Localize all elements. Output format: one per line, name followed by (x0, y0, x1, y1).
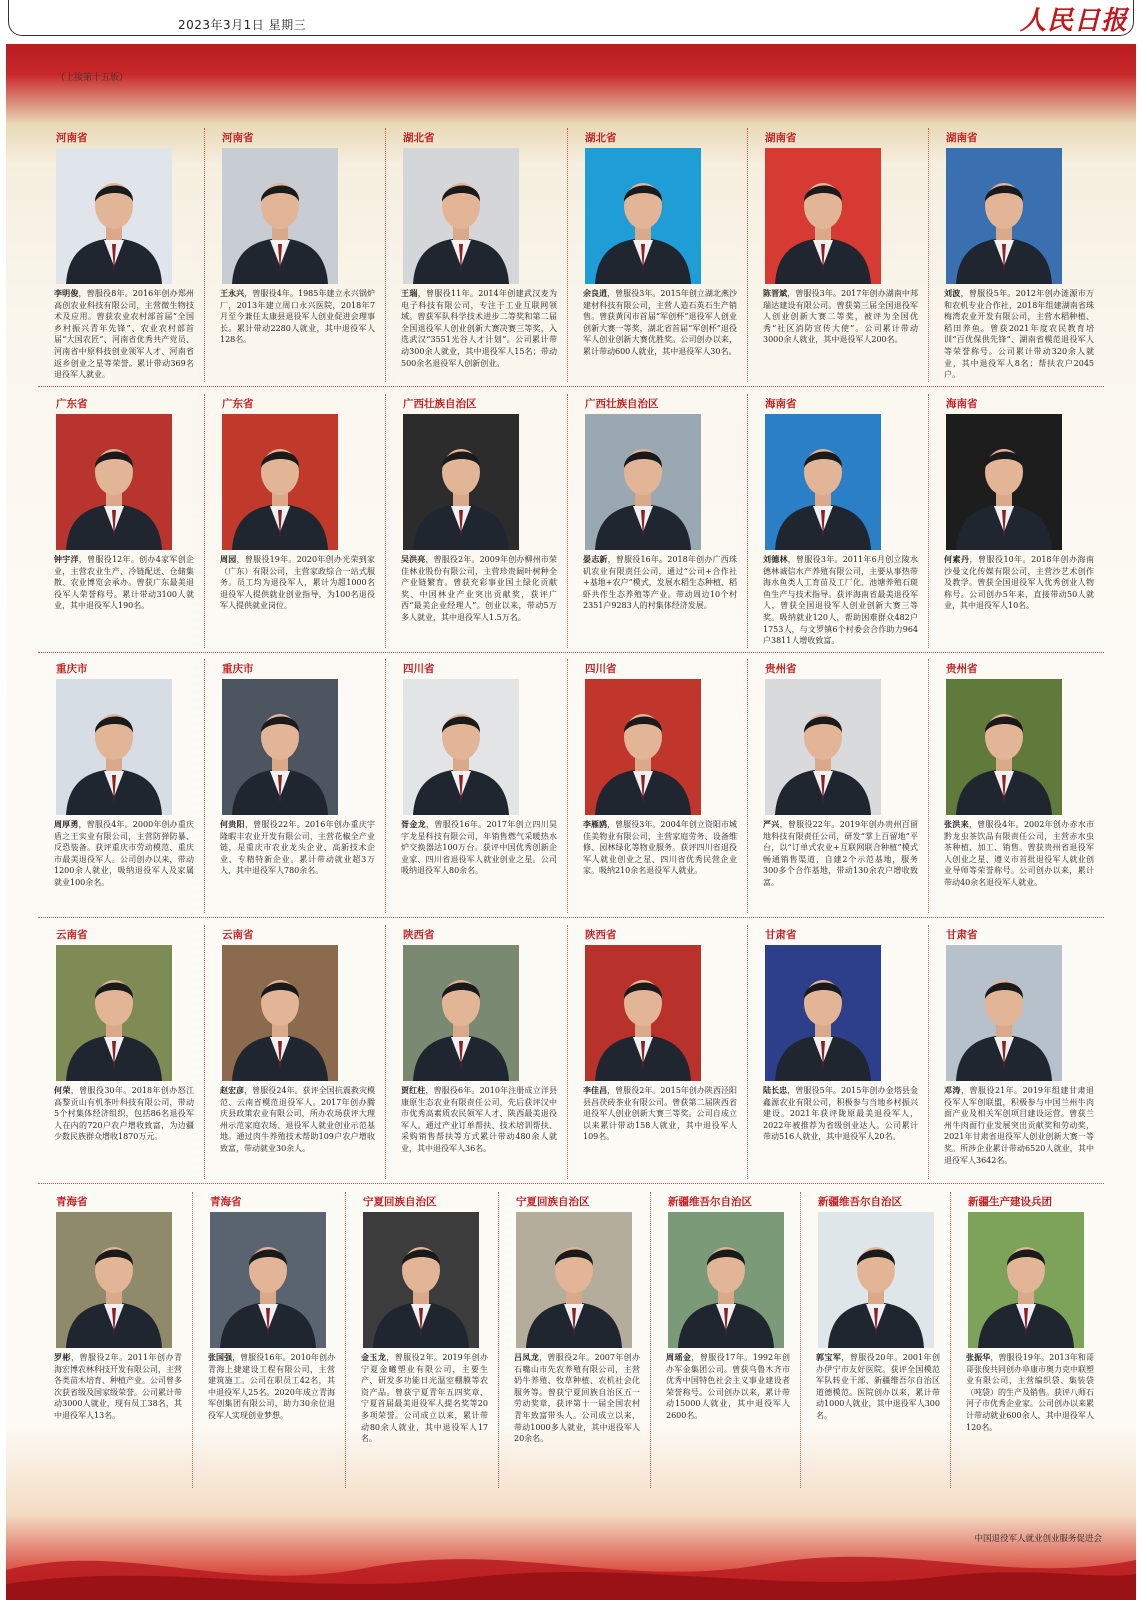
bio-text: ，曾服役4年。1985年建立永兴锅炉厂，2013年建立周口永兴医院，2018年7月至今兼任太康县退役军人创业促进会理事长。累计带动2280人就业，其中退役军人128名。 (220, 289, 376, 345)
profile-card (747, 124, 928, 386)
profile-card (38, 1188, 192, 1488)
profile-card (38, 390, 204, 652)
province-label: 湖北省 (585, 132, 617, 144)
column-divider (928, 659, 929, 913)
province-label: 重庆市 (56, 663, 88, 675)
person-name: 金玉龙 (361, 1353, 387, 1362)
page-header (0, 0, 1142, 40)
row-divider (38, 652, 1104, 653)
bio-text: ，曾服役17年。1992年创办军金集团公司。曾获乌鲁木齐市优秀中国特色社会主义事业建设者荣誉称号。公司创办以来，累计带动15000人就业，其中退役军人2600名。 (666, 1353, 791, 1420)
bio-text: ，曾服役22年。2019年创办贵州百留地科技有限责任公司，研发“掌上百留地”平台，以“订单式农业+互联网联合种植”模式畅通销售渠道，自建2个示范基地，服务300多个合作基地，带动130余农户增收致富。 (763, 820, 918, 887)
portrait-photo (765, 679, 881, 815)
person-name: 赵宏彦 (220, 1086, 245, 1095)
portrait-photo (946, 414, 1062, 550)
column-divider (950, 1192, 951, 1488)
profile-card (928, 124, 1104, 386)
profile-bio (763, 288, 918, 346)
province-label: 云南省 (56, 929, 88, 941)
bio-text: ，曾服役2年。2011年创办青海宏博农林科技开发有限公司，主营各类苗木培育、种植产业。公司曾多次获省级及国家级荣誉。公司累计带动3000人就业，现有员工38名，其中退役军人13名。 (54, 1353, 183, 1420)
profile-bio (220, 819, 375, 877)
bio-text: ，曾服役4年。2000年创办重庆盾之王实业有限公司，主营防弹防暴、反恐装备。获评重庆市劳动模范、重庆市最美退役军人。公司创办以来，带动1200余人就业，吸纳退役军人及家属就业100余名。 (54, 820, 195, 887)
bio-text: ，曾服役3年。2017年创办湖南中邦瑞达建设有限公司。曾获第三届全国退役军人创业创新大赛二等奖，被评为全国优秀“社区消防宣传大使”。公司累计带动3000余人就业，其中退役军人200名。 (763, 289, 919, 345)
province-label: 湖南省 (946, 132, 978, 144)
profile-bio (966, 1352, 1094, 1433)
column-divider (498, 1192, 499, 1488)
newspaper-logo: 人民日报 (1019, 6, 1128, 36)
profile-card (928, 921, 1104, 1183)
bio-text: ，曾服役20年。2001年创办伊宁市友好医院。获评全国模范军队转业干部、新疆维吾尔自治区道德模范。医院创办以来，累计带动1000人就业，其中退役军人300名。 (816, 1353, 941, 1420)
portrait-photo (818, 1212, 934, 1348)
person-name: 钟宇洋 (54, 555, 79, 564)
portrait-frame (668, 1212, 784, 1348)
profile-bio (54, 819, 194, 889)
profile-card (567, 655, 747, 917)
profile-card (38, 124, 204, 386)
profile-card (800, 1188, 950, 1488)
person-name: 贾红柱 (401, 1086, 426, 1095)
province-label: 河南省 (56, 132, 88, 144)
person-name: 余良逍 (583, 289, 608, 298)
person-name: 刘德林 (763, 555, 788, 564)
bio-text: ，曾服役30年。2018年创办怒江高黎贡山有机茶叶科技有限公司，带动5个村集体经济组织，包括86名退役军人在内的720户农户增收致富，为边疆少数民族群众增收1870万元。 (54, 1086, 194, 1142)
profile-bio (401, 288, 557, 369)
portrait-photo (585, 148, 701, 284)
portrait-photo (403, 945, 519, 1081)
portrait-frame (56, 414, 172, 550)
column-divider (747, 394, 748, 648)
portrait-frame (585, 148, 701, 284)
province-label: 广西壮族自治区 (585, 398, 659, 410)
person-name: 周瑶金 (666, 1353, 692, 1362)
province-label: 甘肃省 (946, 929, 978, 941)
portrait-frame (56, 945, 172, 1081)
profile-bio (401, 819, 557, 877)
portrait-frame (222, 414, 338, 550)
profile-card (204, 124, 385, 386)
province-label: 湖南省 (765, 132, 797, 144)
portrait-frame (765, 414, 881, 550)
bio-text: ，曾服役4年。2002年创办赤水市黔龙虫茶饮品有限责任公司，主营赤水虫茶种植、加工、销售。曾获贵州省退役军人创业之星、遵义市首批退役军人就业创业导师等荣誉称号。公司创办以来，累计带动40余名退役军人就业。 (944, 820, 1095, 887)
portrait-frame (946, 414, 1062, 550)
person-name: 刘波 (944, 289, 961, 298)
province-label: 贵州省 (946, 663, 978, 675)
portrait-photo (56, 679, 172, 815)
portrait-frame (765, 679, 881, 815)
profile-card (385, 390, 567, 652)
portrait-photo (222, 679, 338, 815)
profile-bio (666, 1352, 790, 1422)
person-name: 晏志新 (583, 555, 608, 564)
portrait-frame (765, 148, 881, 284)
portrait-photo (946, 679, 1062, 815)
portrait-photo (585, 945, 701, 1081)
bio-text: ，曾服役16年。2010年创办青海上捷建设工程有限公司，主营建筑施工。公司在职员工42名，其中退役军人25名。2020年成立青海军创集团有限公司，助力30余位退役军人实现创业梦想。 (208, 1353, 335, 1420)
province-label: 重庆市 (222, 663, 254, 675)
column-divider (192, 1192, 193, 1488)
bottom-wave-decoration (6, 1540, 1136, 1600)
profile-card (204, 390, 385, 652)
issue-date: 2023年3月1日 星期三 (178, 18, 307, 32)
portrait-frame (585, 414, 701, 550)
person-name: 李佳昌 (583, 1086, 608, 1095)
portrait-frame (222, 679, 338, 815)
profile-bio (361, 1352, 488, 1445)
portrait-photo (403, 679, 519, 815)
profile-card (385, 655, 567, 917)
portrait-frame (946, 148, 1062, 284)
column-divider (385, 659, 386, 913)
profile-card (204, 921, 385, 1183)
bio-text: ，曾服役12年。创办4家军创企业，主营农业生产、冷链配送、仓储集散、农业博览会承办。曾获广东最美退役军人荣誉称号。累计带动3100人就业，其中退役军人190名。 (54, 555, 194, 611)
portrait-photo (222, 945, 338, 1081)
portrait-photo (403, 414, 519, 550)
portrait-frame (516, 1212, 632, 1348)
profile-bio (401, 1085, 557, 1155)
column-divider (747, 659, 748, 913)
province-label: 青海省 (56, 1196, 88, 1208)
portrait-photo (765, 148, 881, 284)
profile-card (950, 1188, 1104, 1488)
portrait-frame (946, 945, 1062, 1081)
person-name: 张洪来 (944, 820, 969, 829)
profile-bio (54, 1352, 182, 1422)
column-divider (567, 925, 568, 1179)
row-divider (38, 386, 1104, 387)
province-label: 河南省 (222, 132, 254, 144)
profile-bio (208, 1352, 335, 1422)
portrait-photo (585, 414, 701, 550)
portrait-frame (56, 1212, 172, 1348)
portrait-frame (968, 1212, 1084, 1348)
portrait-frame (765, 945, 881, 1081)
profile-bio (220, 288, 375, 346)
bio-text: ，曾服役16年。2018年创办广西珠矶农业有限责任公司，通过“公司+合作社+基地+农户”模式，发展水稻生态种植、稻虾共作生态养殖等产业。带动周边10个村2351户9283人的村集体经济发展。 (583, 555, 737, 611)
person-name: 张国强 (208, 1353, 233, 1362)
profile-bio (763, 819, 918, 889)
bio-text: ，曾服役8年。2016年创办郑州高创农业科技有限公司，主营微生物技术及应用。曾获农业农村部首届“全国乡村振兴青年先锋”、农业农村部首届“大国农匠”、河南省优秀共产党员、河南省中原科技创业领军人才、河南省返乡创业之星等荣誉。累计带动369名退役军人就业。 (54, 289, 195, 380)
profile-bio (583, 288, 737, 358)
person-name: 胥金龙 (401, 820, 427, 829)
person-name: 吕凤龙 (514, 1353, 540, 1362)
bio-text: ，曾服役6年。2010年注册成立洋县康原生态农业有限责任公司，先后获评汉中市优秀高素质农民领军人才、陕西最美退役军人。通过产业订单帮扶、技术培训帮扶、采购销售帮扶等方式累计带动480余人就业，其中退役军人36名。 (401, 1086, 557, 1153)
portrait-photo (516, 1212, 632, 1348)
column-divider (928, 394, 929, 648)
portrait-frame (585, 945, 701, 1081)
bio-text: ，曾服役11年。2014年创建武汉麦为电子科技有限公司，专注于工业互联网领域。曾获军队科学技术进步二等奖和第二届全国退役军人创业创新大赛决赛三等奖，入选武汉“3551光谷人才计划”。公司累计带动300余人就业，其中退役军人15名；带动500余名退役军人创新创业。 (401, 289, 557, 368)
column-divider (385, 925, 386, 1179)
province-label: 青海省 (210, 1196, 242, 1208)
column-divider (747, 128, 748, 382)
person-name: 李雁鸥 (583, 820, 608, 829)
column-divider (345, 1192, 346, 1488)
profile-bio (583, 554, 737, 612)
province-label: 新疆维吾尔自治区 (668, 1196, 752, 1208)
province-label: 陕西省 (403, 929, 435, 941)
bio-text: ，曾服役19年。2013年和哥哥张俊共同创办阜康市奥力克中联塑业有限公司，主营编织袋、集装袋（吨袋）的生产及销售。获评八师石河子市优秀企业家。公司创办以来累计带动就业600余人，其中退役军人120名。 (966, 1353, 1094, 1432)
portrait-frame (818, 1212, 934, 1348)
province-label: 广东省 (222, 398, 254, 410)
person-name: 严兴 (763, 820, 780, 829)
province-label: 广西壮族自治区 (403, 398, 477, 410)
profile-bio (816, 1352, 940, 1422)
profile-card (747, 921, 928, 1183)
profile-card (567, 921, 747, 1183)
portrait-frame (946, 679, 1062, 815)
portrait-photo (946, 945, 1062, 1081)
portrait-frame (222, 148, 338, 284)
portrait-frame (403, 414, 519, 550)
profile-card (38, 655, 204, 917)
profile-card (498, 1188, 650, 1488)
bio-text: ，曾服役24年。获评全国抗震救灾模范、云南省模范退役军人。2017年创办腾庆县政策农业有限公司，所办农场获评大理州示范家庭农场、退役军人就业创业示范基地。通过肉牛养殖技术帮助109户农户增收致富，带动就业30余人。 (220, 1086, 375, 1153)
profile-bio (763, 554, 918, 647)
person-name: 李明俊 (54, 289, 79, 298)
portrait-photo (222, 414, 338, 550)
profile-bio (54, 288, 194, 381)
column-divider (928, 925, 929, 1179)
province-label: 云南省 (222, 929, 254, 941)
province-label: 新疆生产建设兵团 (968, 1196, 1052, 1208)
profile-bio (583, 1085, 737, 1143)
bio-text: ，曾服役3年。2004年创立资阳市城佳美物业有限公司，主营家庭劳务、设备维修、园林绿化等物业服务。获评四川省退役军人就业创业之星、四川省优秀民营企业家。吸纳210余名退役军人就业。 (583, 820, 738, 876)
column-divider (747, 925, 748, 1179)
profile-bio (220, 554, 375, 612)
portrait-photo (403, 148, 519, 284)
portrait-photo (968, 1212, 1084, 1348)
column-divider (204, 394, 205, 648)
header-frame (8, 0, 1134, 36)
bio-text: ，曾服役2年。2007年创办石嘴山市先农养殖有限公司，主营奶牛养殖、牧草种植、农机社会化服务等。曾获宁夏回族自治区五一劳动奖章，获评第十一届全国农村青年致富带头人。公司成立以来，带动1000多人就业，其中退役军人20余名。 (514, 1353, 641, 1444)
person-name: 王永兴 (220, 289, 245, 298)
bio-text: ，曾服役5年。2015年创办金塔县金鑫源农业有限公司，积极参与当地乡村振兴建设。2021年获评陇原最美退役军人，2022年被推荐为省级创业达人。公司累计带动516人就业，其中退役军人20名。 (763, 1086, 919, 1142)
bio-text: ，曾服役16年。2017年创立四川昊宇龙星科技有限公司，年销售燃气采暖热水炉交换器达100万台。获评中国优秀创新企业家、四川省退役军人就业创业之星。公司吸纳退役军人80余名。 (401, 820, 557, 876)
bio-text: ，曾服役2年。2009年创办柳州市荣佳林业股份有限公司，主营珍贵阔叶树种全产业链繁育。曾获充彩事业国土绿化贡献奖、中国林业产业突出贡献奖，获评广西“最美企业经理人”。创业以来，带动5万多人就业，其中退役军人1.5万名。 (401, 555, 557, 622)
person-name: 张振华 (966, 1353, 991, 1362)
profile-card (567, 390, 747, 652)
profile-bio (944, 819, 1094, 889)
person-name: 何贵阳 (220, 820, 245, 829)
portrait-frame (363, 1212, 479, 1348)
province-label: 广东省 (56, 398, 88, 410)
profile-card (567, 124, 747, 386)
column-divider (385, 394, 386, 648)
portrait-photo (56, 945, 172, 1081)
bio-text: ，曾服役2年。2019年创办宁夏金曦塑业有限公司，主要生产、研发多功能日光温室棚膜等农资产品。曾获宁夏青年五四奖章、宁夏首届最美退役军人提名奖等20多项荣誉。公司成立以来，累计带动80余人就业，其中退役军人17名。 (361, 1353, 488, 1444)
province-label: 宁夏回族自治区 (516, 1196, 590, 1208)
profile-card (204, 655, 385, 917)
profile-bio (944, 554, 1094, 612)
portrait-photo (56, 1212, 172, 1348)
person-name: 周厚勇 (54, 820, 79, 829)
person-name: 何素丹 (944, 555, 970, 564)
profile-bio (583, 819, 737, 877)
portrait-frame (222, 945, 338, 1081)
portrait-photo (363, 1212, 479, 1348)
column-divider (650, 1192, 651, 1488)
portrait-photo (585, 679, 701, 815)
portrait-photo (765, 945, 881, 1081)
column-divider (204, 925, 205, 1179)
profile-card (747, 390, 928, 652)
province-label: 湖北省 (403, 132, 435, 144)
column-divider (800, 1192, 801, 1488)
province-label: 海南省 (765, 398, 797, 410)
bio-text: ，曾服役5年。2012年创办涟源市万和农机专业合作社，2018年组建湖南省珠梅湾农业开发有限公司，主营水稻种植、稻田养鱼。曾获2021年度农民教育培训“百优保供先锋”、湖南省模范退役军人等荣誉称号。公司累计带动320余人就业，其中退役军人8名；帮扶农户2045户。 (944, 289, 1095, 380)
profile-bio (763, 1085, 918, 1143)
portrait-frame (585, 679, 701, 815)
portrait-photo (765, 414, 881, 550)
person-name: 何荣 (54, 1086, 71, 1095)
bio-text: ，曾服役22年。2016年创办重庆宇隆暇丰农业开发有限公司，主营花椒全产业链，是重庆市农业龙头企业、高新技术企业、专精特新企业。累计带动就业超3万人，其中退役军人780余名。 (220, 820, 375, 876)
profile-bio (944, 288, 1094, 381)
publisher-org: 中国退役军人就业创业服务促进会 (974, 1534, 1102, 1544)
profile-card (650, 1188, 800, 1488)
person-name: 王瑞 (401, 289, 418, 298)
profile-bio (54, 1085, 194, 1143)
column-divider (204, 659, 205, 913)
profile-card (385, 921, 567, 1183)
profile-card (928, 390, 1104, 652)
province-label: 甘肃省 (765, 929, 797, 941)
profile-bio (514, 1352, 640, 1445)
column-divider (928, 128, 929, 382)
row-divider (38, 1183, 1104, 1184)
person-name: 周园 (220, 555, 237, 564)
portrait-photo (56, 148, 172, 284)
portrait-photo (946, 148, 1062, 284)
person-name: 吴洪亮 (401, 555, 426, 564)
profile-card (928, 655, 1104, 917)
profile-bio (54, 554, 194, 612)
person-name: 罗彬 (54, 1353, 72, 1362)
person-name: 陆长忠 (763, 1086, 788, 1095)
portrait-photo (210, 1212, 326, 1348)
column-divider (567, 659, 568, 913)
portrait-frame (403, 148, 519, 284)
province-label: 贵州省 (765, 663, 797, 675)
province-label: 四川省 (403, 663, 435, 675)
profile-card (38, 921, 204, 1183)
column-divider (385, 128, 386, 382)
portrait-frame (56, 679, 172, 815)
continued-note: （上接第十五版） (56, 73, 129, 83)
portrait-frame (56, 148, 172, 284)
person-name: 陈晋斌 (763, 289, 788, 298)
column-divider (204, 128, 205, 382)
person-name: 邓涛 (944, 1086, 961, 1095)
bio-text: ，曾服役10年。2018年创办海南沙曼文化传媒有限公司，主营沙艺术创作及教学。曾获全国退役军人优秀创业人物称号。公司创办5年来，直接带动50人就业，其中退役军人10名。 (944, 555, 1095, 611)
portrait-frame (403, 945, 519, 1081)
profile-bio (401, 554, 557, 624)
bio-text: ，曾服役19年。2020年创办光荣到家（广东）有限公司，主营家政综合一站式服务。员工均为退役军人，累计为超1000名退役军人提供就业创业指导，为100名退役军人提供就业岗位。 (220, 555, 375, 611)
person-name: 郭宝军 (816, 1353, 842, 1362)
column-divider (567, 394, 568, 648)
province-label: 海南省 (946, 398, 978, 410)
province-label: 宁夏回族自治区 (363, 1196, 437, 1208)
portrait-photo (668, 1212, 784, 1348)
profile-card (192, 1188, 345, 1488)
bio-text: ，曾服役3年。2015年创立湖北燕沙建材科技有限公司，主营人造石英石生产销售。曾获黄冈市首届“军创杯”退役军人创业创新大赛一等奖，湖北省首届“军创杯”退役军人创业创新大赛优胜奖。公司创办以来，累计带动600人就业，其中退役军人30名。 (583, 289, 738, 356)
row-divider (38, 917, 1104, 918)
profile-card (385, 124, 567, 386)
portrait-photo (222, 148, 338, 284)
portrait-photo (56, 414, 172, 550)
bio-text: ，曾服役3年。2011年6月创立陵水德林诚信水产养殖有限公司，主要从事热带海水鱼类人工育苗及工厂化、池塘养殖石斑鱼生产与技术指导。获评海南省最美退役军人，曾获全国退役军人创业创新大赛三等奖。吸纳就业120人，帮助困难群众482户1753人，与文罗镇6个村委会合作助力964户3811人增收致富。 (763, 555, 919, 646)
province-label: 四川省 (585, 663, 617, 675)
province-label: 新疆维吾尔自治区 (818, 1196, 902, 1208)
province-label: 陕西省 (585, 929, 617, 941)
column-divider (567, 128, 568, 382)
profile-bio (220, 1085, 375, 1155)
portrait-frame (403, 679, 519, 815)
profile-bio (944, 1085, 1094, 1166)
portrait-frame (210, 1212, 326, 1348)
bio-text: ，曾服役2年。2015年创办陕西泾阳县昌茯砖茶业有限公司。曾获第二届陕西省退役军人创业创新大赛三等奖。公司自成立以来累计带动158人就业，其中退役军人109名。 (583, 1086, 738, 1142)
profile-card (345, 1188, 498, 1488)
bio-text: ，曾服役21年。2019年组建甘肃退役军人军创联盟，积极参与中国兰州牛肉面产业及相关军创项目建设运营。曾获兰州牛肉面行业发展突出贡献奖和劳动奖，2021年甘肃省退役军人创业创新大赛一等奖。所涉企业累计带动6520人就业，其中退役军人3642名。 (944, 1086, 1094, 1165)
profile-card (747, 655, 928, 917)
